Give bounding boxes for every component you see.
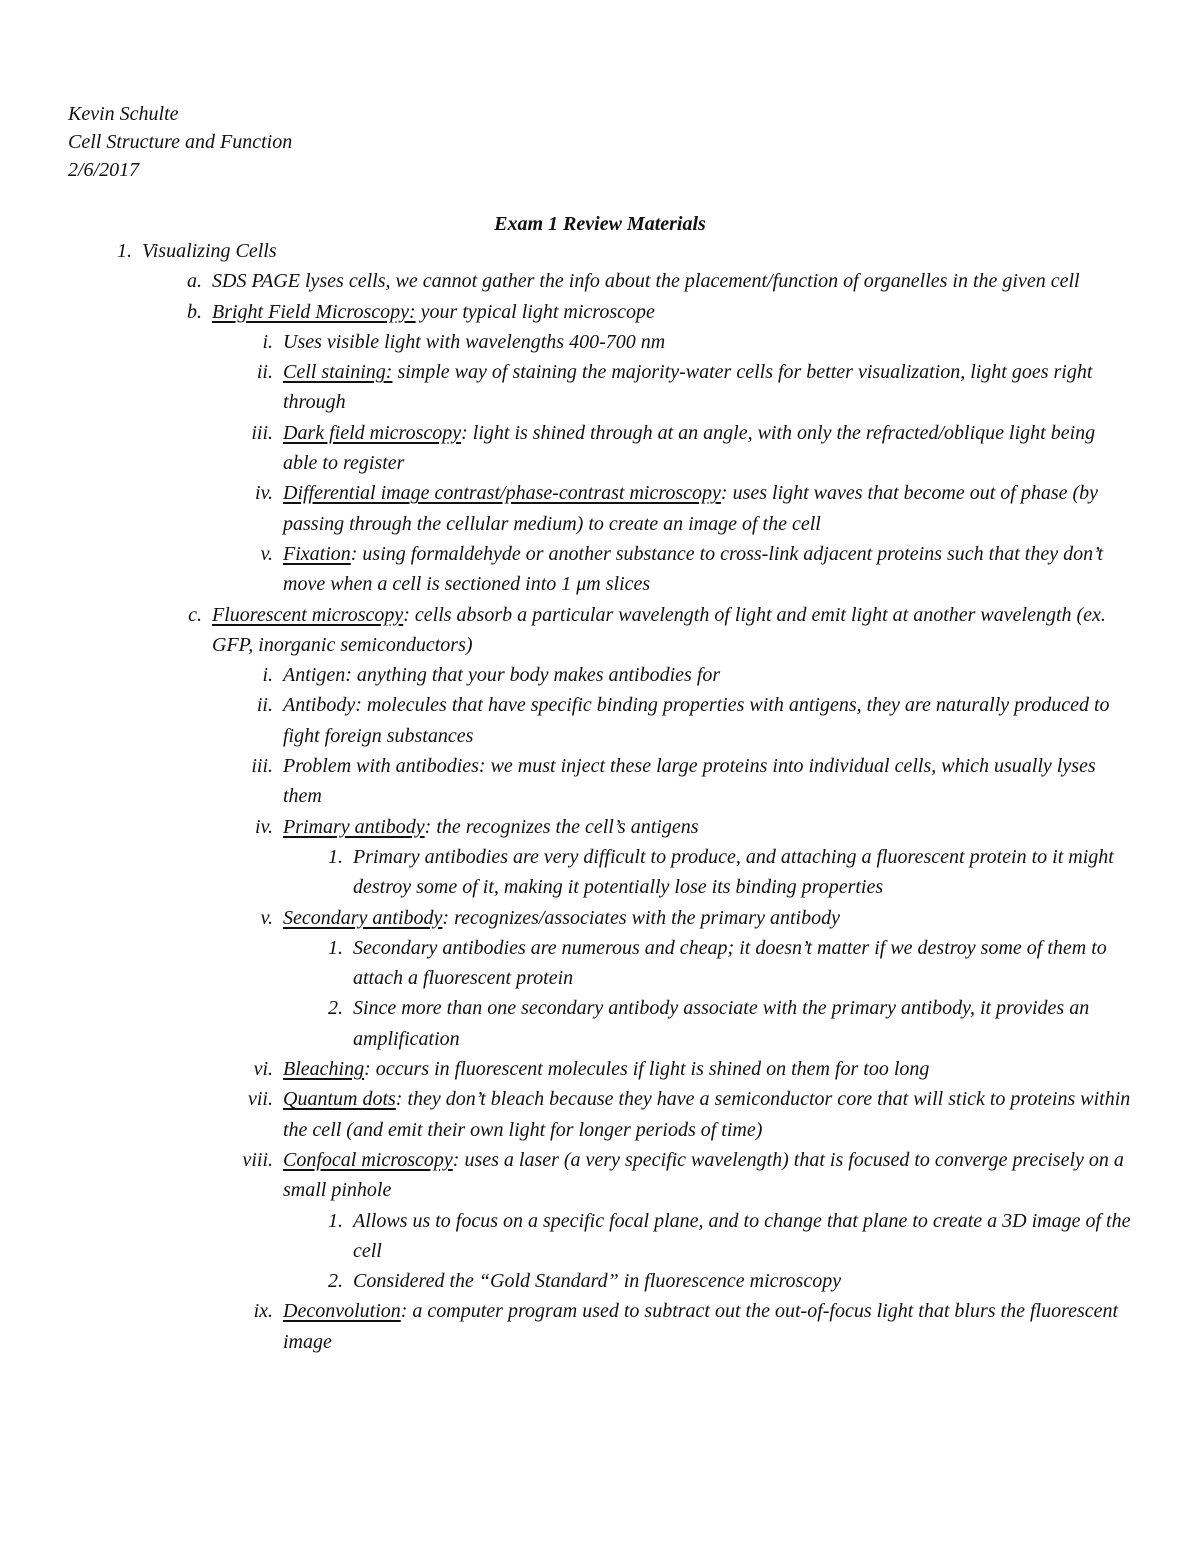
outline-term: Bleaching xyxy=(283,1058,365,1081)
outline-marker: 1. xyxy=(328,1209,343,1232)
outline-item xyxy=(256,357,1133,418)
outline-item xyxy=(255,812,1133,842)
outline-marker: b. xyxy=(187,300,202,323)
outline-term: Fixation xyxy=(283,542,351,565)
outline-text: simple way of staining the majority-water cells for better visualization, light goes right through xyxy=(283,361,1093,414)
outline-marker: iv. xyxy=(255,482,273,505)
outline-text: Allows us to focus on a specific focal plane, and to change that plane to create a 3D image of the cell xyxy=(353,1209,1131,1262)
outline-text: : they don’t bleach because they have a semiconductor core that will stick to proteins within the cell (and emit their own light for longer periods of time) xyxy=(283,1088,1131,1141)
outline-text: : occurs in fluorescent molecules if light is shined on them for too long xyxy=(364,1058,930,1081)
outline-text: Antibody: molecules that have specific binding properties with antigens, they are naturally produced to fight foreign substances xyxy=(283,694,1110,747)
outline-item xyxy=(248,1084,1133,1145)
outline-item xyxy=(251,751,1133,812)
outline-term: Confocal microscopy xyxy=(283,1148,453,1171)
outline-item xyxy=(187,297,1132,327)
outline-marker: 1. xyxy=(328,845,343,868)
outline-item xyxy=(253,1054,1133,1084)
outline-text: Visualizing Cells xyxy=(142,240,277,262)
outline-text: : a computer program used to subtract out the out-of-focus light that blurs the fluorescent image xyxy=(283,1300,1119,1353)
outline-item xyxy=(187,266,1132,296)
outline-item xyxy=(256,690,1133,751)
outline-text: : the recognizes the cell’s antigens xyxy=(424,815,699,838)
outline-text: : using formaldehyde or another substance to cross-link adjacent proteins such that they don’t move when a cell is sectioned into 1 μm slices xyxy=(283,542,1104,596)
review-outline xyxy=(0,236,1200,1357)
outline-term: Quantum dots xyxy=(283,1088,396,1111)
outline-item xyxy=(262,327,1133,357)
outline-item xyxy=(117,236,1132,266)
outline-term: Deconvolution xyxy=(283,1300,401,1323)
outline-item xyxy=(242,1145,1133,1206)
outline-item xyxy=(253,1296,1133,1357)
outline-term: Bright Field Microscopy: xyxy=(212,300,416,323)
outline-marker: vii. xyxy=(248,1088,273,1111)
outline-item xyxy=(262,660,1133,690)
outline-text: : uses light waves that become out of phase (by passing through the cellular medium) to create an image of the cell xyxy=(283,482,1099,535)
document-header xyxy=(68,100,292,184)
outline-marker: i. xyxy=(262,664,273,687)
outline-marker: 1. xyxy=(117,240,132,262)
outline-marker: ii. xyxy=(256,361,273,384)
outline-text: Antigen: anything that your body makes antibodies for xyxy=(283,664,721,687)
document-title: Exam 1 Review Materials xyxy=(494,213,706,235)
outline-marker: iii. xyxy=(251,421,273,444)
outline-marker: a. xyxy=(187,270,202,293)
outline-text: Uses visible light with wavelengths 400-700 nm xyxy=(283,330,666,353)
document-date: 2/6/2017 xyxy=(68,159,140,181)
outline-text: Primary antibodies are very difficult to produce, and attaching a fluorescent protein to it might destroy some of it, making it potentially lose its binding properties xyxy=(353,845,1114,899)
outline-text: your typical light microscope xyxy=(415,300,655,323)
outline-text: : uses a laser (a very specific wavelength) that is focused to converge precisely on a small pinhole xyxy=(283,1148,1124,1202)
outline-marker: ii. xyxy=(256,694,273,717)
outline-text: : cells absorb a particular wavelength of light and emit light at another wavelength (ex. GFP, inorganic semiconductors) xyxy=(212,603,1106,656)
outline-text: : light is shined through at an angle, with only the refracted/oblique light being able to register xyxy=(283,421,1096,475)
outline-item xyxy=(188,600,1132,661)
course-name: Cell Structure and Function xyxy=(68,131,293,153)
outline-marker: v. xyxy=(260,542,273,565)
outline-marker: i. xyxy=(262,330,273,353)
outline-text: : recognizes/associates with the primary antibody xyxy=(442,906,840,929)
outline-marker: 1. xyxy=(328,936,343,959)
outline-term: Differential image contrast/phase-contrast microscopy xyxy=(283,482,721,505)
outline-marker: ix. xyxy=(253,1300,273,1323)
outline-item xyxy=(328,933,1133,994)
outline-term: Fluorescent microscopy xyxy=(212,603,404,626)
outline-item xyxy=(328,842,1133,903)
outline-marker: v. xyxy=(260,906,273,929)
author-name: Kevin Schulte xyxy=(68,103,179,125)
outline-term: Secondary antibody xyxy=(283,906,443,929)
outline-item xyxy=(328,1266,1133,1296)
outline-item xyxy=(260,539,1133,600)
outline-item xyxy=(260,903,1133,933)
outline-marker: iv. xyxy=(255,815,273,838)
outline-item xyxy=(328,993,1133,1054)
outline-term: Dark field microscopy xyxy=(283,421,462,444)
outline-text: Considered the “Gold Standard” in fluorescence microscopy xyxy=(353,1270,842,1293)
outline-marker: 2. xyxy=(328,997,343,1020)
outline-term: Cell staining: xyxy=(283,361,393,384)
outline-marker: c. xyxy=(188,603,202,626)
outline-item xyxy=(328,1206,1133,1267)
outline-text: Since more than one secondary antibody associate with the primary antibody, it provides an amplification xyxy=(353,997,1090,1050)
outline-marker: vi. xyxy=(253,1058,273,1081)
outline-term: Primary antibody xyxy=(283,815,425,838)
outline-marker: 2. xyxy=(328,1270,343,1293)
outline-text: Secondary antibodies are numerous and cheap; it doesn’t matter if we destroy some of them to attach a fluorescent protein xyxy=(353,936,1107,990)
outline-item xyxy=(255,478,1133,539)
outline-item xyxy=(251,418,1133,479)
outline-text: Problem with antibodies: we must inject these large proteins into individual cells, which usually lyses them xyxy=(283,755,1096,808)
outline-text: SDS PAGE lyses cells, we cannot gather the info about the placement/function of organelles in the given cell xyxy=(212,270,1080,293)
outline-marker: iii. xyxy=(251,755,273,778)
outline-marker: viii. xyxy=(242,1148,273,1171)
